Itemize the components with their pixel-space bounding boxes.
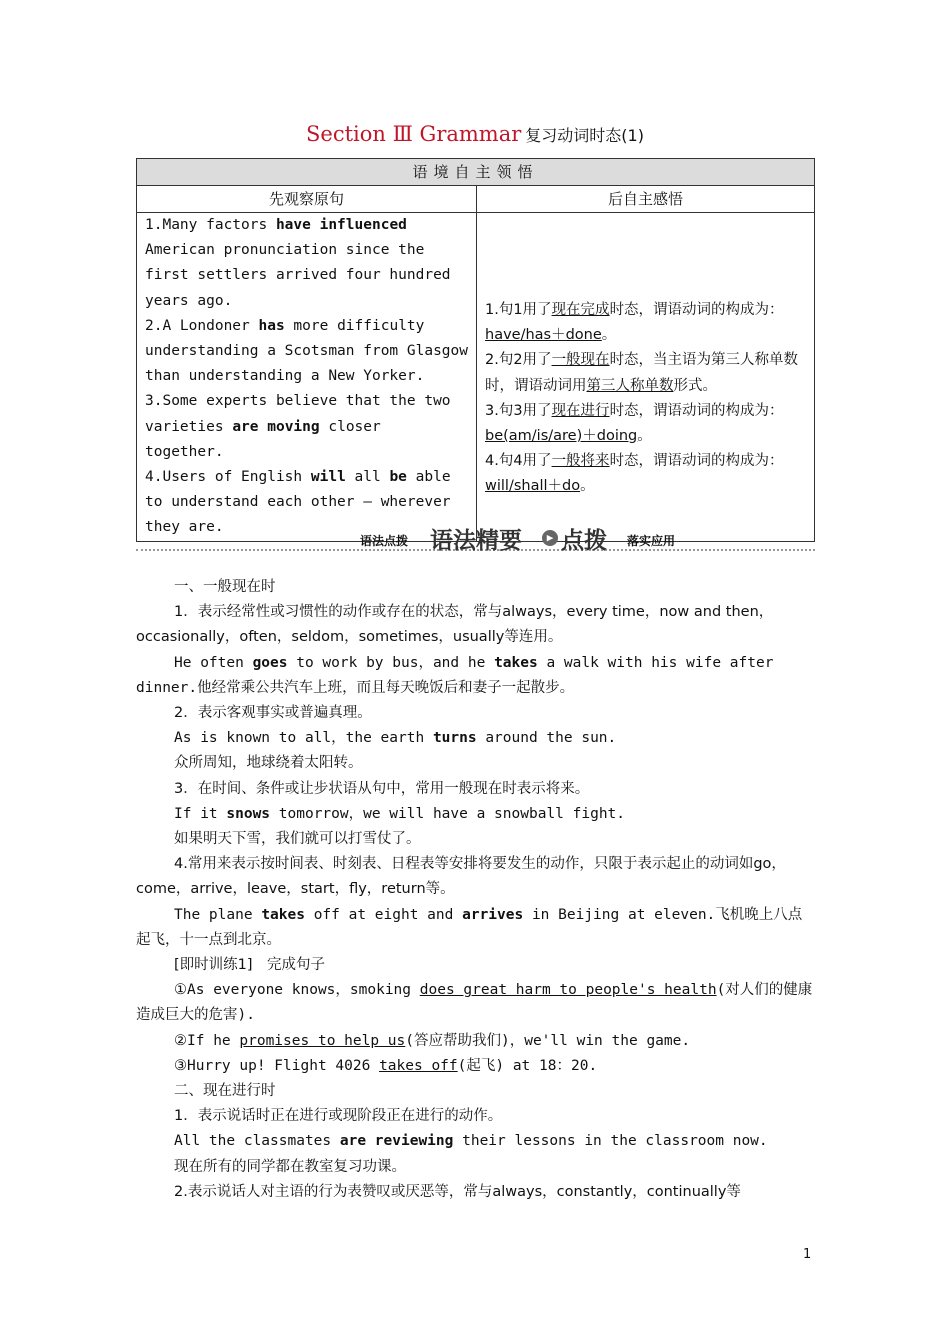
title-chinese: 复习动词时态(1) bbox=[525, 126, 644, 145]
note-2-tense: 一般现在 bbox=[551, 352, 610, 369]
example-2-a: As is known to all，the earth bbox=[174, 730, 433, 747]
sentence-4-text: 4.Users of English bbox=[145, 469, 311, 486]
drill-2-b: (答应帮助我们)，we'll win the game. bbox=[405, 1032, 691, 1049]
sentence-3-text: 3.Some experts believe that the two varieties bbox=[145, 393, 451, 435]
rule-6: 2.表示说话人对主语的行为表赞叹或厌恶等，常与always，constantly，continually等 bbox=[174, 1183, 741, 1200]
note-3-tense: 现在进行 bbox=[551, 402, 610, 419]
sentence-4-verb-will: will bbox=[310, 469, 346, 486]
drill-3-answer: takes off bbox=[379, 1057, 458, 1074]
banner-title-part1: 语法精要 bbox=[430, 528, 522, 554]
note-4-form: will/shall＋do bbox=[485, 478, 581, 495]
example-1-c: to work by bus，and he bbox=[287, 654, 495, 671]
note-2-form: 第三人称单数 bbox=[586, 377, 674, 394]
example-3 bbox=[136, 802, 816, 827]
grammar-content bbox=[136, 575, 816, 1205]
note-4-lead: 4.句4用了 bbox=[485, 453, 552, 470]
section-banner bbox=[136, 520, 815, 556]
drill-1-a: ①As everyone knows，smoking bbox=[174, 982, 420, 999]
example-4-e: in Beijing at eleven.飞机晚上八点起飞，十一点到北京。 bbox=[136, 906, 803, 948]
heading-simple-present: 一、一般现在时 bbox=[174, 579, 276, 595]
example-5-a: All the classmates bbox=[174, 1133, 340, 1150]
example-5-translation: 现在所有的同学都在教室复习功课。 bbox=[174, 1158, 406, 1175]
example-5-c: their lessons in the classroom now. bbox=[453, 1133, 768, 1150]
note-2-end: 形式。 bbox=[673, 377, 717, 394]
example-1-verb2: takes bbox=[494, 654, 538, 671]
example-3-c: tomorrow，we will have a snowball fight. bbox=[270, 805, 626, 822]
note-2-mid: 时态，当主语为第三人称单数时，谓语动词用 bbox=[485, 352, 799, 394]
rule-3: 3．在时间、条件或让步状语从句中，常用一般现在时表示将来。 bbox=[174, 780, 590, 797]
sentence-1-verb: have influenced bbox=[275, 217, 407, 233]
note-1-end: 。 bbox=[601, 327, 617, 344]
banner-title-part2: 点拨 bbox=[561, 528, 607, 554]
banner-left-label: 语法点拨 bbox=[360, 534, 409, 548]
example-2-c: around the sun. bbox=[476, 730, 617, 747]
sentence-3-rest: closer together. bbox=[145, 418, 381, 460]
sentence-4-rest: able to understand each other — wherever they are. bbox=[145, 469, 451, 536]
rule-4: 4.常用来表示按时间表、时刻表、日程表等安排将要发生的动作，只限于表示起止的动词如go，come，arrive，leave，start，fly，return等。 bbox=[136, 856, 786, 898]
sentence-1-text: 1.Many factors bbox=[145, 217, 276, 233]
note-4-end: 。 bbox=[580, 478, 595, 495]
drill-item-3 bbox=[136, 1054, 816, 1079]
example-4-a: The plane bbox=[174, 906, 262, 923]
example-4-verb2: arrives bbox=[462, 906, 524, 923]
example-2-translation: 众所周知，地球绕着太阳转。 bbox=[174, 755, 363, 772]
rule-2: 2．表示客观事实或普遍真理。 bbox=[174, 705, 372, 722]
example-2-verb: turns bbox=[432, 730, 477, 747]
example-2 bbox=[136, 726, 816, 751]
right-column-header: 后自主感悟 bbox=[477, 186, 815, 213]
rule-1: 1．表示经常性或习惯性的动作或存在的状态，常与always，every time，now and then，occasionally，often，seldom，sometimes，usually等连用。 bbox=[136, 604, 774, 646]
reflection-cell bbox=[477, 213, 815, 542]
drill-item-2 bbox=[136, 1029, 816, 1054]
example-4-c: off at eight and bbox=[304, 906, 463, 923]
rule-5: 1．表示说话时正在进行或现阶段正在进行的动作。 bbox=[174, 1108, 503, 1125]
example-4 bbox=[136, 903, 816, 953]
sentence-4-verb-be: be bbox=[389, 469, 407, 486]
sentence-3-verb: are moving bbox=[232, 418, 320, 435]
original-sentences bbox=[137, 213, 476, 541]
example-3-verb: snows bbox=[226, 805, 271, 822]
note-1-tense: 现在完成 bbox=[551, 302, 610, 318]
page-number: 1 bbox=[803, 1247, 812, 1262]
example-4-verb1: takes bbox=[261, 906, 305, 923]
heading-present-progressive: 二、现在进行时 bbox=[174, 1083, 276, 1100]
note-4-mid: 时态，谓语动词的构成为： bbox=[609, 453, 784, 470]
example-1-e: a walk with his wife after dinner.他经常乘公共汽车上班，而且每天晚饭后和妻子一起散步。 bbox=[136, 654, 774, 696]
drill-3-b: (起飞) at 18：20. bbox=[457, 1057, 598, 1074]
drill-2-a: ②If he bbox=[174, 1032, 240, 1049]
note-3-form: be(am/is/are)＋doing bbox=[485, 428, 638, 445]
example-5 bbox=[136, 1129, 816, 1154]
sentence-1-rest: American pronunciation since the first settlers arrived four hundred years ago. bbox=[145, 242, 451, 309]
note-3-mid: 时态，谓语动词的构成为： bbox=[609, 402, 784, 419]
drill-3-a: ③Hurry up! Flight 4026 bbox=[174, 1057, 380, 1074]
note-2-lead: 2.句2用了 bbox=[485, 352, 552, 369]
drill-2-answer: promises to help us bbox=[239, 1032, 406, 1049]
note-4-tense: 一般将来 bbox=[551, 453, 610, 470]
example-3-translation: 如果明天下雪，我们就可以打雪仗了。 bbox=[174, 831, 421, 848]
note-1-lead: 1.句1用了 bbox=[485, 302, 552, 318]
sentence-2-rest: more difficulty understanding a Scotsman from Glasgow than understanding a New Yorker. bbox=[145, 317, 469, 385]
note-3-lead: 3.句3用了 bbox=[485, 402, 552, 419]
banner-right-label: 落实应用 bbox=[627, 534, 676, 548]
example-1-a: He often bbox=[174, 654, 253, 671]
reflection-notes bbox=[477, 298, 814, 500]
example-5-verb: are reviewing bbox=[339, 1133, 454, 1150]
drill-1-answer: does great harm to people's health bbox=[419, 982, 717, 999]
note-3-end: 。 bbox=[637, 428, 652, 445]
drill-item-1 bbox=[136, 978, 816, 1028]
sentence-2-verb: has bbox=[258, 317, 285, 334]
example-1-verb1: goes bbox=[252, 654, 288, 671]
table-band-title: 语境自主领悟 bbox=[137, 159, 815, 186]
drill-1-b: (对人们的健康造成巨大的危害). bbox=[136, 982, 813, 1024]
arrow-icon: ▶ bbox=[542, 530, 558, 546]
original-sentences-cell bbox=[137, 213, 477, 542]
page-title bbox=[0, 122, 950, 146]
example-1 bbox=[136, 651, 816, 701]
sentence-4-mid: all bbox=[345, 469, 390, 486]
comparison-table bbox=[136, 158, 815, 542]
drill-heading: [即时训练1] 完成句子 bbox=[174, 957, 326, 974]
title-english: Section Ⅲ Grammar bbox=[306, 122, 522, 146]
left-column-header: 先观察原句 bbox=[137, 186, 477, 213]
note-1-form: have/has＋done bbox=[485, 327, 602, 344]
note-1-mid: 时态，谓语动词的构成为： bbox=[609, 302, 784, 318]
sentence-2-text: 2.A Londoner bbox=[145, 317, 259, 334]
example-3-a: If it bbox=[174, 805, 227, 822]
